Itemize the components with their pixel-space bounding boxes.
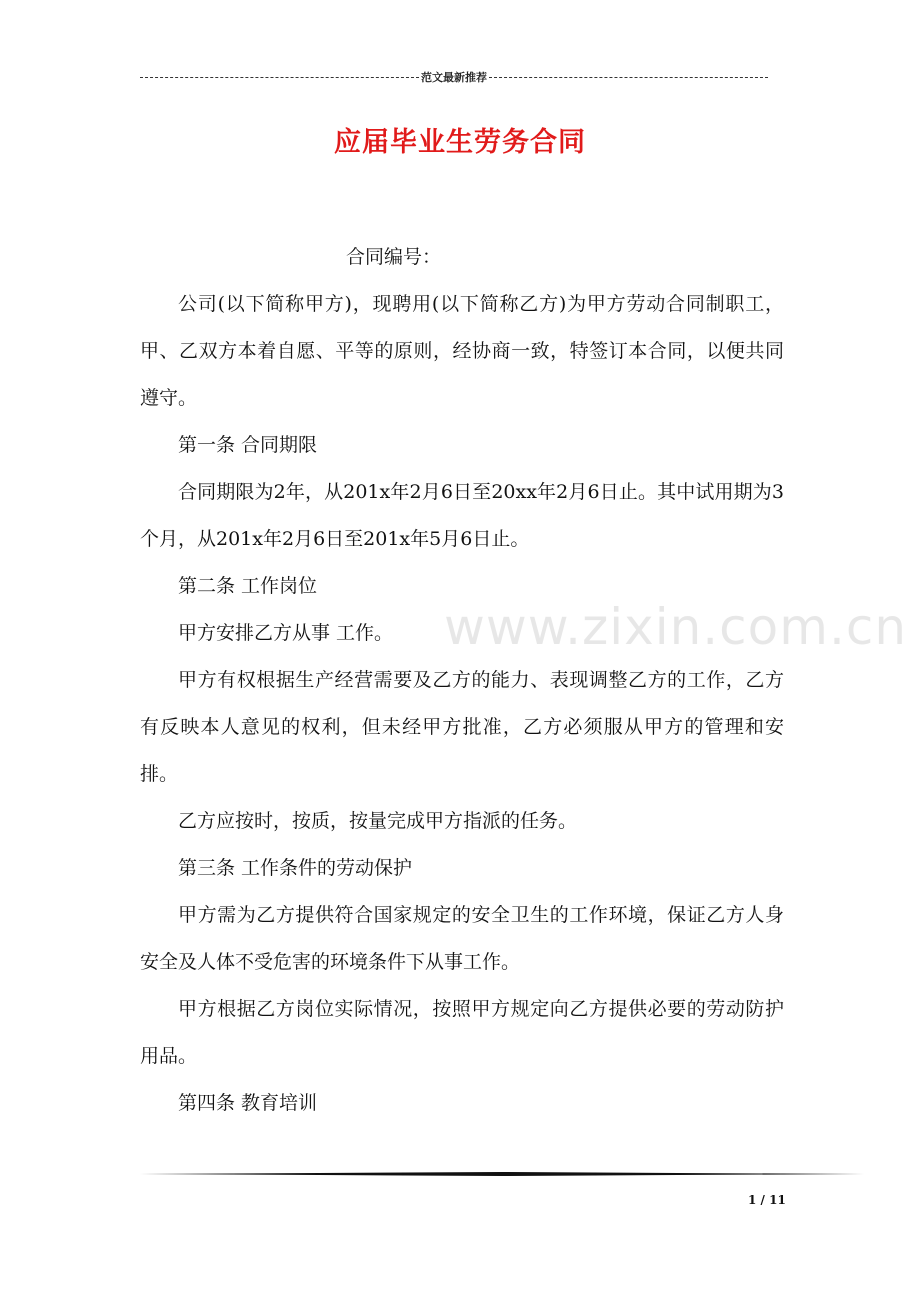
article-3-paragraph-1: 甲方需为乙方提供符合国家规定的安全卫生的工作环境，保证乙方人身安全及人体不受危害的环境条件下从事工作。 [140,904,784,973]
document-title: 应届毕业生劳务合同 [334,127,586,158]
article-1-heading: 第一条 合同期限 [178,434,318,456]
watermark: www.zixin.com.cn [444,598,908,656]
document-body [140,234,784,1127]
intro-paragraph: 公司(以下简称甲方)，现聘用(以下简称乙方)为甲方劳动合同制职工，甲、乙双方本着自愿、平等的原则，经协商一致，特签订本合同，以便共同遵守。 [140,293,784,409]
article-4-heading: 第四条 教育培训 [178,1092,318,1114]
article-2-paragraph-2: 甲方有权根据生产经营需要及乙方的能力、表现调整乙方的工作，乙方有反映本人意见的权利，但未经甲方批准，乙方必须服从甲方的管理和安排。 [140,669,784,785]
article-3-heading: 第三条 工作条件的劳动保护 [178,857,413,879]
header-dashes-right [489,77,768,78]
footer-divider [140,1172,864,1176]
article-2-paragraph-1: 甲方安排乙方从事 工作。 [178,622,394,644]
article-2-heading: 第二条 工作岗位 [178,575,318,597]
article-1-paragraph: 合同期限为2年，从201x年2月6日至20xx年2月6日止。其中试用期为3个月，从201x年2月6日至201x年5月6日止。 [140,481,784,550]
header-dashes-left [140,77,419,78]
page-number: 1 / 11 [748,1193,786,1207]
page-header [140,68,768,86]
contract-number-line: 合同编号： [346,246,442,268]
article-2-paragraph-3: 乙方应按时，按质，按量完成甲方指派的任务。 [178,810,578,832]
article-3-paragraph-2: 甲方根据乙方岗位实际情况，按照甲方规定向乙方提供必要的劳动防护用品。 [140,998,784,1067]
header-label: 范文最新推荐 [421,71,487,84]
